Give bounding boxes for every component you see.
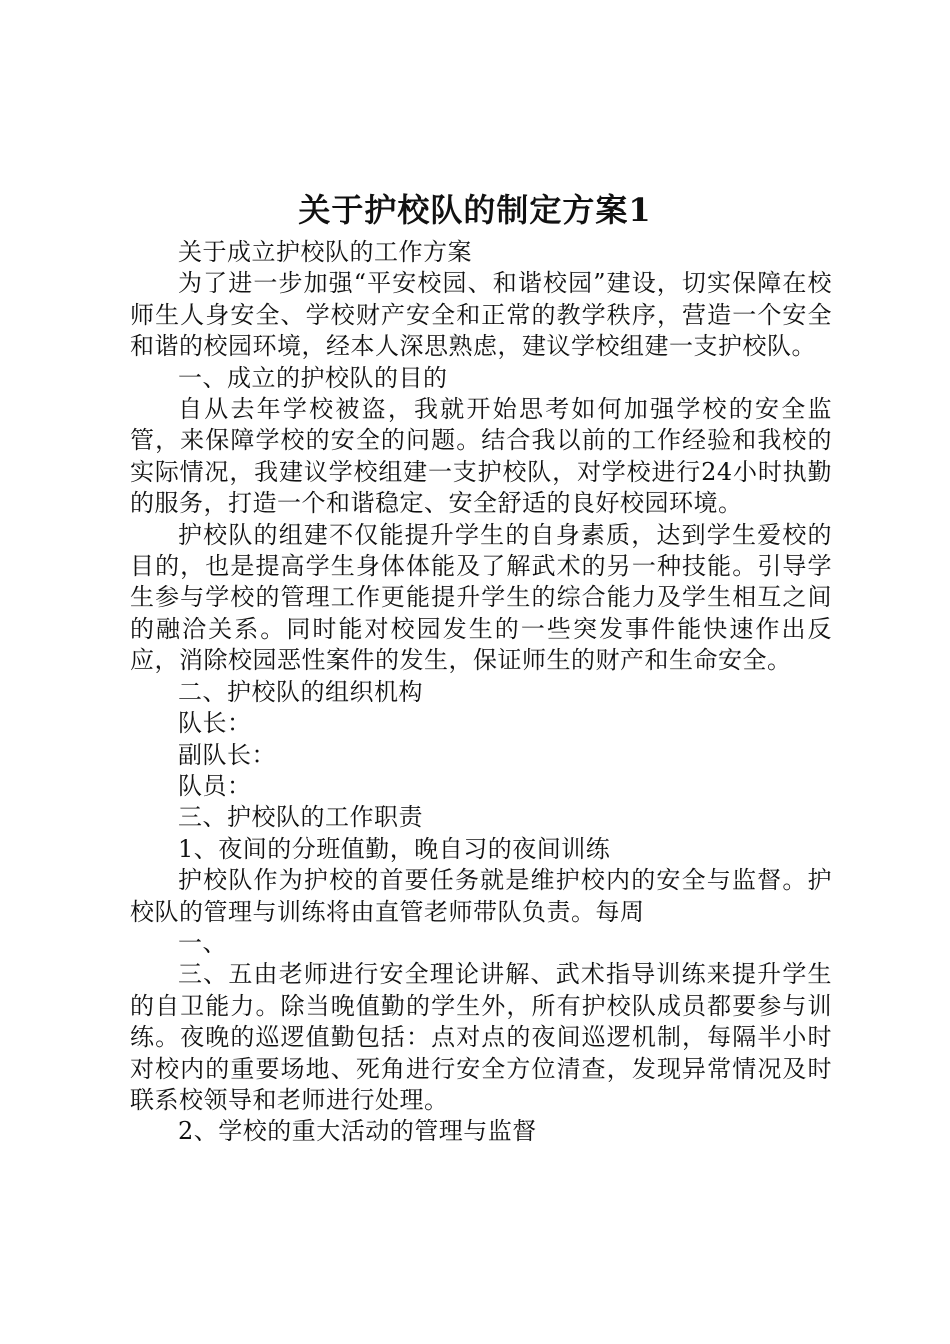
- document-title: 关于护校队的制定方案1: [298, 191, 652, 229]
- role-members: 队员：: [178, 771, 252, 800]
- duty-heading-major-events: 2、学校的重大活动的管理与监督: [178, 1117, 537, 1146]
- role-vice-captain: 副队长：: [178, 740, 276, 769]
- section-heading-organization: 二、护校队的组织机构: [178, 677, 423, 706]
- paragraph-intro: 为了进一步加强“平安校园、和谐校园”建设，切实保障在校师生人身安全、学校财产安全和正常的教学秩序，营造一个安全和谐的校园环境，经本人深思熟虑，建议学校组建一支护校队。: [130, 269, 832, 361]
- duty-heading-night-shift: 1、夜间的分班值勤，晚自习的夜间训练: [178, 834, 611, 863]
- paragraph-duty-fragment: 一、: [178, 928, 227, 957]
- section-heading-purpose: 一、成立的护校队的目的: [178, 363, 448, 392]
- role-captain: 队长：: [178, 709, 252, 738]
- section-heading-duties: 三、护校队的工作职责: [178, 803, 423, 832]
- paragraph-duty-1: 护校队作为护校的首要任务就是维护校内的安全与监督。护校队的管理与训练将由直管老师带队负责。每周: [130, 866, 832, 926]
- paragraph-purpose-2: 护校队的组建不仅能提升学生的自身素质，达到学生爱校的目的，也是提高学生身体体能及了解武术的另一种技能。引导学生参与学校的管理工作更能提升学生的综合能力及学生相互之间的融洽关系。同时能对校园发生的一些突发事件能快速作出反应，消除校园恶性案件的发生，保证师生的财产和生命安全。: [130, 520, 832, 675]
- document-body: [130, 237, 832, 1148]
- paragraph-purpose-1: 自从去年学校被盗，我就开始思考如何加强学校的安全监管，来保障学校的安全的问题。结合我以前的工作经验和我校的实际情况，我建议学校组建一支护校队，对学校进行24小时执勤的服务，打造一个和谐稳定、安全舒适的良好校园环境。: [130, 395, 832, 518]
- paragraph-heading-plan: 关于成立护校队的工作方案: [178, 238, 472, 266]
- paragraph-duty-2: 三、五由老师进行安全理论讲解、武术指导训练来提升学生的自卫能力。除当晚值勤的学生外，所有护校队成员都要参与训练。夜晚的巡逻值勤包括：点对点的夜间巡逻机制，每隔半小时对校内的重要场地、死角进行安全方位清查，发现异常情况及时联系校领导和老师进行处理。: [130, 960, 832, 1114]
